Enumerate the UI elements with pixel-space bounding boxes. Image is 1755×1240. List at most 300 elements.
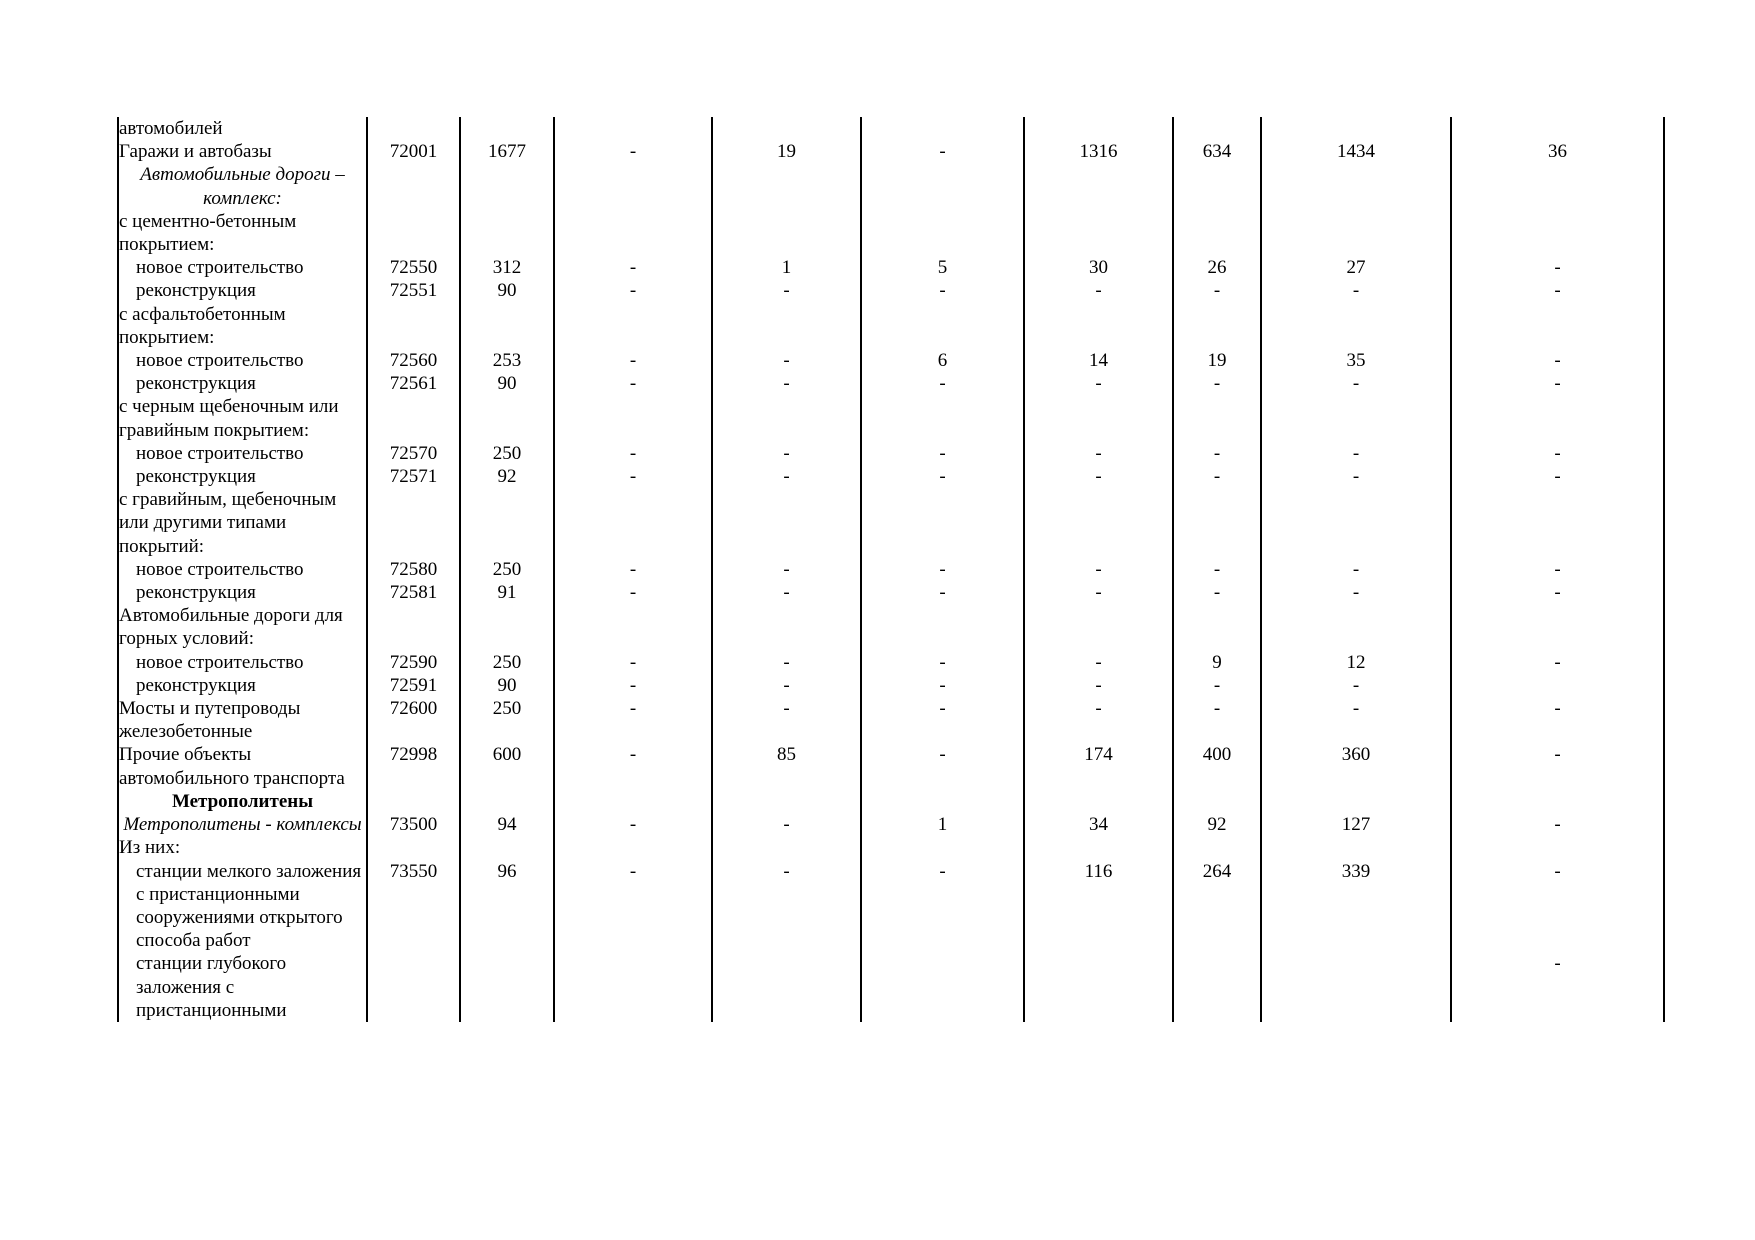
cell-value: - xyxy=(1352,280,1360,302)
value-cell xyxy=(554,210,712,256)
value-cell xyxy=(712,442,861,465)
value-cell xyxy=(460,836,554,859)
value-cell xyxy=(1261,604,1451,650)
code-cell xyxy=(367,349,460,372)
value-cell xyxy=(1173,140,1261,163)
item-name: Метрополитены - комплексы xyxy=(123,814,362,836)
cell-value: 264 xyxy=(1202,860,1232,882)
value-cell xyxy=(1451,395,1664,441)
cell-value: 6 xyxy=(937,350,948,372)
item-name: реконструкция xyxy=(136,466,256,488)
cell-value: - xyxy=(629,257,637,279)
value-cell xyxy=(460,651,554,674)
value-cell xyxy=(1261,836,1451,859)
code-cell xyxy=(367,140,460,163)
cell-value: - xyxy=(629,141,637,163)
value-cell xyxy=(1261,279,1451,302)
cell-value: 1316 xyxy=(1079,141,1118,163)
value-cell xyxy=(1024,836,1173,859)
cell-value: - xyxy=(1554,744,1561,766)
item-name-cell xyxy=(118,743,367,789)
cell-value: - xyxy=(1352,373,1360,395)
cell-value: - xyxy=(939,744,946,766)
value-cell xyxy=(1261,697,1451,743)
value-cell xyxy=(712,163,861,209)
value-cell xyxy=(1261,349,1451,372)
value-cell xyxy=(1173,790,1261,813)
value-cell xyxy=(861,117,1024,140)
cell-value: 1 xyxy=(781,257,792,279)
table-row xyxy=(118,813,1664,836)
cell-value: - xyxy=(629,280,637,302)
code-value: 72571 xyxy=(389,466,438,488)
cell-value: 91 xyxy=(497,582,517,604)
code-cell xyxy=(367,558,460,581)
value-cell xyxy=(1173,163,1261,209)
document-page xyxy=(117,117,1665,1022)
cell-value: - xyxy=(939,558,946,580)
value-cell xyxy=(1024,303,1173,349)
cell-value: 30 xyxy=(1089,257,1108,279)
code-cell xyxy=(367,163,460,209)
item-name: автомобилей xyxy=(119,118,223,139)
item-name-cell xyxy=(118,140,367,163)
cell-value: - xyxy=(783,860,790,882)
value-cell xyxy=(861,395,1024,441)
cell-value: - xyxy=(783,558,790,580)
value-cell xyxy=(712,674,861,697)
value-cell xyxy=(1261,952,1451,1022)
value-cell xyxy=(1173,395,1261,441)
item-name-cell xyxy=(118,790,367,813)
code-value: 72591 xyxy=(389,674,438,696)
table-row xyxy=(118,279,1664,302)
value-cell xyxy=(1451,210,1664,256)
value-cell xyxy=(712,860,861,953)
code-value: 72551 xyxy=(389,280,438,302)
item-name: новое строительство xyxy=(136,257,304,279)
value-cell xyxy=(554,372,712,395)
cell-value: 5 xyxy=(937,257,948,279)
value-cell xyxy=(1173,860,1261,953)
item-name: Автомобильные дороги – комплекс: xyxy=(140,164,345,209)
code-cell xyxy=(367,465,460,488)
cell-value: - xyxy=(939,373,946,395)
code-value: 72580 xyxy=(389,558,438,580)
value-cell xyxy=(554,395,712,441)
value-cell xyxy=(712,697,861,743)
value-cell xyxy=(460,140,554,163)
code-cell xyxy=(367,860,460,953)
item-name-cell xyxy=(118,349,367,372)
cell-value: - xyxy=(783,698,790,720)
value-cell xyxy=(460,860,554,953)
value-cell xyxy=(1451,674,1664,697)
code-cell xyxy=(367,303,460,349)
value-cell xyxy=(1024,163,1173,209)
code-value: 72590 xyxy=(389,651,438,673)
cell-value: - xyxy=(1554,698,1561,720)
cell-value: - xyxy=(783,674,790,696)
item-name: с гравийным, щебеночным или другими типами покрытий: xyxy=(119,489,337,557)
value-cell xyxy=(1451,279,1664,302)
value-cell xyxy=(460,488,554,558)
value-cell xyxy=(861,558,1024,581)
value-cell xyxy=(554,140,712,163)
value-cell xyxy=(554,952,712,1022)
value-cell xyxy=(1024,790,1173,813)
cell-value: - xyxy=(629,350,637,372)
value-cell xyxy=(861,465,1024,488)
value-cell xyxy=(712,836,861,859)
table-row xyxy=(118,674,1664,697)
value-cell xyxy=(460,604,554,650)
value-cell xyxy=(1451,442,1664,465)
cell-value: - xyxy=(939,651,946,673)
value-cell xyxy=(1173,836,1261,859)
value-cell xyxy=(712,349,861,372)
value-cell xyxy=(1024,488,1173,558)
value-cell xyxy=(861,604,1024,650)
value-cell xyxy=(1451,256,1664,279)
cell-value: 34 xyxy=(1089,814,1108,836)
cell-value: 19 xyxy=(777,141,796,163)
value-cell xyxy=(712,604,861,650)
value-cell xyxy=(1451,743,1664,789)
cell-value: 26 xyxy=(1207,257,1227,279)
value-cell xyxy=(1261,674,1451,697)
table-row xyxy=(118,210,1664,256)
cell-value: - xyxy=(1352,698,1360,720)
value-cell xyxy=(554,442,712,465)
value-cell xyxy=(554,349,712,372)
item-name: с черным щебеночным или гравийным покрытием: xyxy=(119,396,339,441)
item-name-cell xyxy=(118,465,367,488)
value-cell xyxy=(1024,256,1173,279)
value-cell xyxy=(460,465,554,488)
item-name-cell xyxy=(118,836,367,859)
value-cell xyxy=(861,581,1024,604)
item-name: реконструкция xyxy=(136,280,256,302)
value-cell xyxy=(712,743,861,789)
cell-value: 96 xyxy=(497,860,517,882)
value-cell xyxy=(460,210,554,256)
value-cell xyxy=(1451,952,1664,1022)
cell-value: - xyxy=(1554,442,1561,464)
item-name-cell xyxy=(118,163,367,209)
table-row xyxy=(118,558,1664,581)
item-name-cell xyxy=(118,372,367,395)
item-name-cell xyxy=(118,697,367,743)
value-cell xyxy=(460,163,554,209)
item-name: Гаражи и автобазы xyxy=(119,141,272,163)
value-cell xyxy=(861,790,1024,813)
code-cell xyxy=(367,372,460,395)
code-cell xyxy=(367,743,460,789)
value-cell xyxy=(460,303,554,349)
code-value: 72001 xyxy=(389,141,438,163)
value-cell xyxy=(712,210,861,256)
item-name: новое строительство xyxy=(136,350,304,372)
value-cell xyxy=(861,743,1024,789)
item-name-cell xyxy=(118,395,367,441)
value-cell xyxy=(554,488,712,558)
table-row xyxy=(118,860,1664,953)
item-name: реконструкция xyxy=(136,373,256,395)
value-cell xyxy=(1024,372,1173,395)
cell-value: 85 xyxy=(777,744,796,766)
item-name-cell xyxy=(118,674,367,697)
value-cell xyxy=(1451,372,1664,395)
cell-value: 250 xyxy=(492,558,522,580)
value-cell xyxy=(712,395,861,441)
table-row xyxy=(118,117,1664,140)
cell-value: - xyxy=(783,280,790,302)
value-cell xyxy=(861,697,1024,743)
item-name-cell xyxy=(118,952,367,1022)
code-value: 72550 xyxy=(389,257,438,279)
value-cell xyxy=(1024,210,1173,256)
value-cell xyxy=(712,465,861,488)
cell-value: - xyxy=(1095,698,1102,720)
cell-value: 12 xyxy=(1346,651,1366,673)
cell-value: - xyxy=(1554,373,1561,395)
cell-value: - xyxy=(783,582,790,604)
cell-value: - xyxy=(629,442,637,464)
cell-value: - xyxy=(783,373,790,395)
item-name: Из них: xyxy=(119,837,181,859)
value-cell xyxy=(1451,117,1664,140)
value-cell xyxy=(861,442,1024,465)
cell-value: - xyxy=(1352,442,1360,464)
code-cell xyxy=(367,210,460,256)
cell-value: 94 xyxy=(497,814,517,836)
value-cell xyxy=(1261,813,1451,836)
cell-value: 90 xyxy=(497,674,517,696)
value-cell xyxy=(1451,163,1664,209)
value-cell xyxy=(1024,674,1173,697)
value-cell xyxy=(1024,465,1173,488)
cell-value: - xyxy=(1095,373,1102,395)
table-row xyxy=(118,697,1664,743)
code-cell xyxy=(367,581,460,604)
cell-value: - xyxy=(939,860,946,882)
code-value: 72570 xyxy=(389,442,438,464)
cell-value: 90 xyxy=(497,280,517,302)
value-cell xyxy=(712,117,861,140)
cell-value: - xyxy=(629,814,637,836)
code-cell xyxy=(367,256,460,279)
value-cell xyxy=(861,349,1024,372)
code-cell xyxy=(367,836,460,859)
table-row xyxy=(118,743,1664,789)
value-cell xyxy=(712,279,861,302)
code-cell xyxy=(367,651,460,674)
value-cell xyxy=(554,581,712,604)
code-value: 72600 xyxy=(389,698,438,720)
value-cell xyxy=(1451,697,1664,743)
value-cell xyxy=(1173,303,1261,349)
item-name: новое строительство xyxy=(136,442,304,464)
value-cell xyxy=(1173,952,1261,1022)
item-name-cell xyxy=(118,581,367,604)
item-name: Прочие объекты автомобильного транспорта xyxy=(119,744,345,789)
cell-value: 90 xyxy=(497,373,517,395)
value-cell xyxy=(460,581,554,604)
value-cell xyxy=(460,279,554,302)
cell-value: - xyxy=(1095,466,1102,488)
value-cell xyxy=(460,117,554,140)
value-cell xyxy=(1173,558,1261,581)
value-cell xyxy=(554,279,712,302)
cell-value: 19 xyxy=(1207,350,1227,372)
cell-value: - xyxy=(783,350,790,372)
value-cell xyxy=(554,813,712,836)
cell-value: 116 xyxy=(1084,860,1113,882)
value-cell xyxy=(1024,349,1173,372)
cell-value: - xyxy=(1352,558,1360,580)
table-row xyxy=(118,488,1664,558)
item-name-cell xyxy=(118,303,367,349)
cell-value: - xyxy=(1554,257,1561,279)
cell-value: - xyxy=(1554,953,1561,975)
table-row xyxy=(118,140,1664,163)
value-cell xyxy=(861,372,1024,395)
item-name-cell xyxy=(118,256,367,279)
item-name: с асфальтобетонным покрытием: xyxy=(119,303,286,348)
value-cell xyxy=(712,952,861,1022)
value-cell xyxy=(460,952,554,1022)
value-cell xyxy=(1024,860,1173,953)
table-row xyxy=(118,395,1664,441)
value-cell xyxy=(1173,372,1261,395)
value-cell xyxy=(1173,813,1261,836)
cell-value: 250 xyxy=(492,442,522,464)
value-cell xyxy=(861,836,1024,859)
value-cell xyxy=(1261,303,1451,349)
value-cell xyxy=(1261,140,1451,163)
value-cell xyxy=(1261,790,1451,813)
value-cell xyxy=(460,256,554,279)
table-row xyxy=(118,581,1664,604)
cell-value: 250 xyxy=(492,698,522,720)
value-cell xyxy=(861,674,1024,697)
value-cell xyxy=(1261,442,1451,465)
cell-value: - xyxy=(629,651,637,673)
value-cell xyxy=(1024,442,1173,465)
value-cell xyxy=(460,442,554,465)
item-name-cell xyxy=(118,813,367,836)
value-cell xyxy=(712,140,861,163)
value-cell xyxy=(861,813,1024,836)
cell-value: - xyxy=(1213,698,1221,720)
value-cell xyxy=(712,813,861,836)
cell-value: - xyxy=(1213,466,1221,488)
code-cell xyxy=(367,488,460,558)
code-cell xyxy=(367,674,460,697)
code-cell xyxy=(367,279,460,302)
value-cell xyxy=(460,697,554,743)
value-cell xyxy=(712,303,861,349)
code-value: 72581 xyxy=(389,582,438,604)
value-cell xyxy=(1024,140,1173,163)
cell-value: 92 xyxy=(497,466,517,488)
value-cell xyxy=(1451,349,1664,372)
value-cell xyxy=(1451,581,1664,604)
cell-value: - xyxy=(629,582,637,604)
value-cell xyxy=(1261,581,1451,604)
table-row xyxy=(118,303,1664,349)
cell-value: - xyxy=(1213,558,1221,580)
code-cell xyxy=(367,790,460,813)
value-cell xyxy=(861,651,1024,674)
cell-value: - xyxy=(783,814,790,836)
value-cell xyxy=(1173,256,1261,279)
table-row xyxy=(118,790,1664,813)
value-cell xyxy=(460,395,554,441)
value-cell xyxy=(861,860,1024,953)
value-cell xyxy=(1451,813,1664,836)
table-row xyxy=(118,952,1664,1022)
cell-value: 92 xyxy=(1207,814,1227,836)
item-name: новое строительство xyxy=(136,651,304,673)
cell-value: - xyxy=(1352,674,1360,696)
item-name: Автомобильные дороги для горных условий: xyxy=(119,605,343,650)
item-name-cell xyxy=(118,860,367,953)
cell-value: - xyxy=(629,860,637,882)
value-cell xyxy=(554,558,712,581)
value-cell xyxy=(1173,210,1261,256)
value-cell xyxy=(1173,442,1261,465)
code-cell xyxy=(367,395,460,441)
cell-value: - xyxy=(939,698,946,720)
value-cell xyxy=(1173,349,1261,372)
cell-value: - xyxy=(1095,280,1102,302)
code-cell xyxy=(367,697,460,743)
value-cell xyxy=(1024,581,1173,604)
value-cell xyxy=(460,674,554,697)
cell-value: - xyxy=(629,466,637,488)
cell-value: 1677 xyxy=(488,141,526,163)
cell-value: - xyxy=(1554,814,1561,836)
value-cell xyxy=(712,558,861,581)
cell-value: - xyxy=(939,582,946,604)
value-cell xyxy=(861,163,1024,209)
value-cell xyxy=(554,163,712,209)
value-cell xyxy=(1024,604,1173,650)
value-cell xyxy=(1451,860,1664,953)
cell-value: - xyxy=(1352,466,1360,488)
value-cell xyxy=(861,140,1024,163)
item-name-cell xyxy=(118,442,367,465)
cell-value: 360 xyxy=(1341,744,1371,766)
value-cell xyxy=(554,674,712,697)
cell-value: - xyxy=(1095,674,1102,696)
value-cell xyxy=(1024,697,1173,743)
cell-value: - xyxy=(1213,373,1221,395)
value-cell xyxy=(460,372,554,395)
value-cell xyxy=(460,813,554,836)
cell-value: 600 xyxy=(492,744,522,766)
table-row xyxy=(118,465,1664,488)
item-name: Мосты и путепроводы железобетонные xyxy=(119,698,301,743)
value-cell xyxy=(1451,140,1664,163)
value-cell xyxy=(1261,256,1451,279)
table-row xyxy=(118,163,1664,209)
value-cell xyxy=(1173,674,1261,697)
item-name-cell xyxy=(118,488,367,558)
value-cell xyxy=(1173,743,1261,789)
